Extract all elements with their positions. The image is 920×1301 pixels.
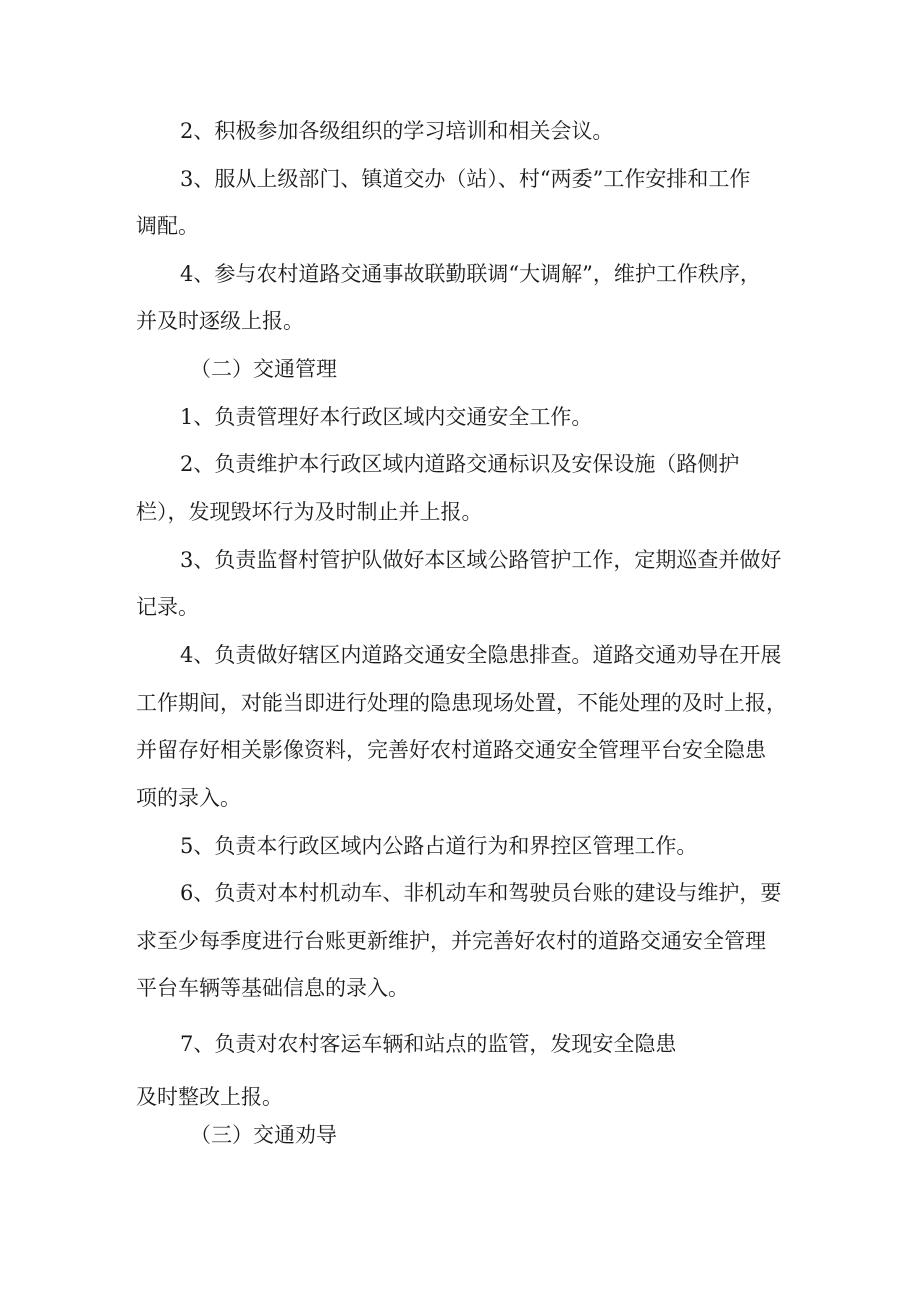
paragraph-mgmt-item-7-line1: 7、负责对农村客运车辆和站点的监管，发现安全隐患 bbox=[180, 1032, 677, 1056]
paragraph-mgmt-item-6-line2: 求至少每季度进行台账更新维护，并完善好农村的道路交通安全管理 bbox=[136, 929, 766, 953]
paragraph-mgmt-item-7-line2: 及时整改上报。 bbox=[136, 1085, 283, 1109]
paragraph-mgmt-item-3-line2: 记录。 bbox=[136, 595, 199, 619]
paragraph-mgmt-item-4-line2: 工作期间，对能当即进行处理的隐患现场处置，不能处理的及时上报， bbox=[136, 691, 787, 715]
paragraph-mgmt-item-4-line1: 4、负责做好辖区内道路交通安全隐患排查。道路交通劝导在开展 bbox=[180, 643, 782, 667]
paragraph-mgmt-item-6-line1: 6、负责对本村机动车、非机动车和驾驶员台账的建设与维护，要 bbox=[180, 881, 782, 905]
paragraph-mgmt-item-2-line1: 2、负责维护本行政区域内道路交通标识及安保设施（路侧护 bbox=[180, 452, 740, 476]
paragraph-item-4-mediation-line2: 并及时逐级上报。 bbox=[136, 309, 304, 333]
paragraph-item-3-obey-line1: 3、服从上级部门、镇道交办（站）、村“两委”工作安排和工作 bbox=[180, 167, 751, 191]
paragraph-mgmt-item-4-line4: 项的录入。 bbox=[136, 786, 241, 810]
paragraph-mgmt-item-4-line3: 并留存好相关影像资料，完善好农村道路交通安全管理平台安全隐患 bbox=[136, 738, 766, 762]
paragraph-mgmt-item-2-line2: 栏），发现毁坏行为及时制止并上报。 bbox=[136, 500, 483, 524]
paragraph-mgmt-item-6-line3: 平台车辆等基础信息的录入。 bbox=[136, 976, 409, 1000]
paragraph-mgmt-item-1: 1、负责管理好本行政区域内交通安全工作。 bbox=[180, 405, 593, 429]
paragraph-item-3-obey-line2: 调配。 bbox=[136, 214, 199, 238]
paragraph-item-2-study: 2、积极参加各级组织的学习培训和相关会议。 bbox=[180, 119, 614, 143]
section-heading-traffic-persuasion: （三）交通劝导 bbox=[190, 1123, 337, 1147]
paragraph-item-4-mediation-line1: 4、参与农村道路交通事故联勤联调“大调解”，维护工作秩序， bbox=[180, 262, 761, 286]
paragraph-mgmt-item-3-line1: 3、负责监督村管护队做好本区域公路管护工作，定期巡查并做好 bbox=[180, 548, 782, 572]
paragraph-mgmt-item-5: 5、负责本行政区域内公路占道行为和界控区管理工作。 bbox=[180, 834, 698, 858]
section-heading-traffic-management: （二）交通管理 bbox=[190, 357, 337, 381]
